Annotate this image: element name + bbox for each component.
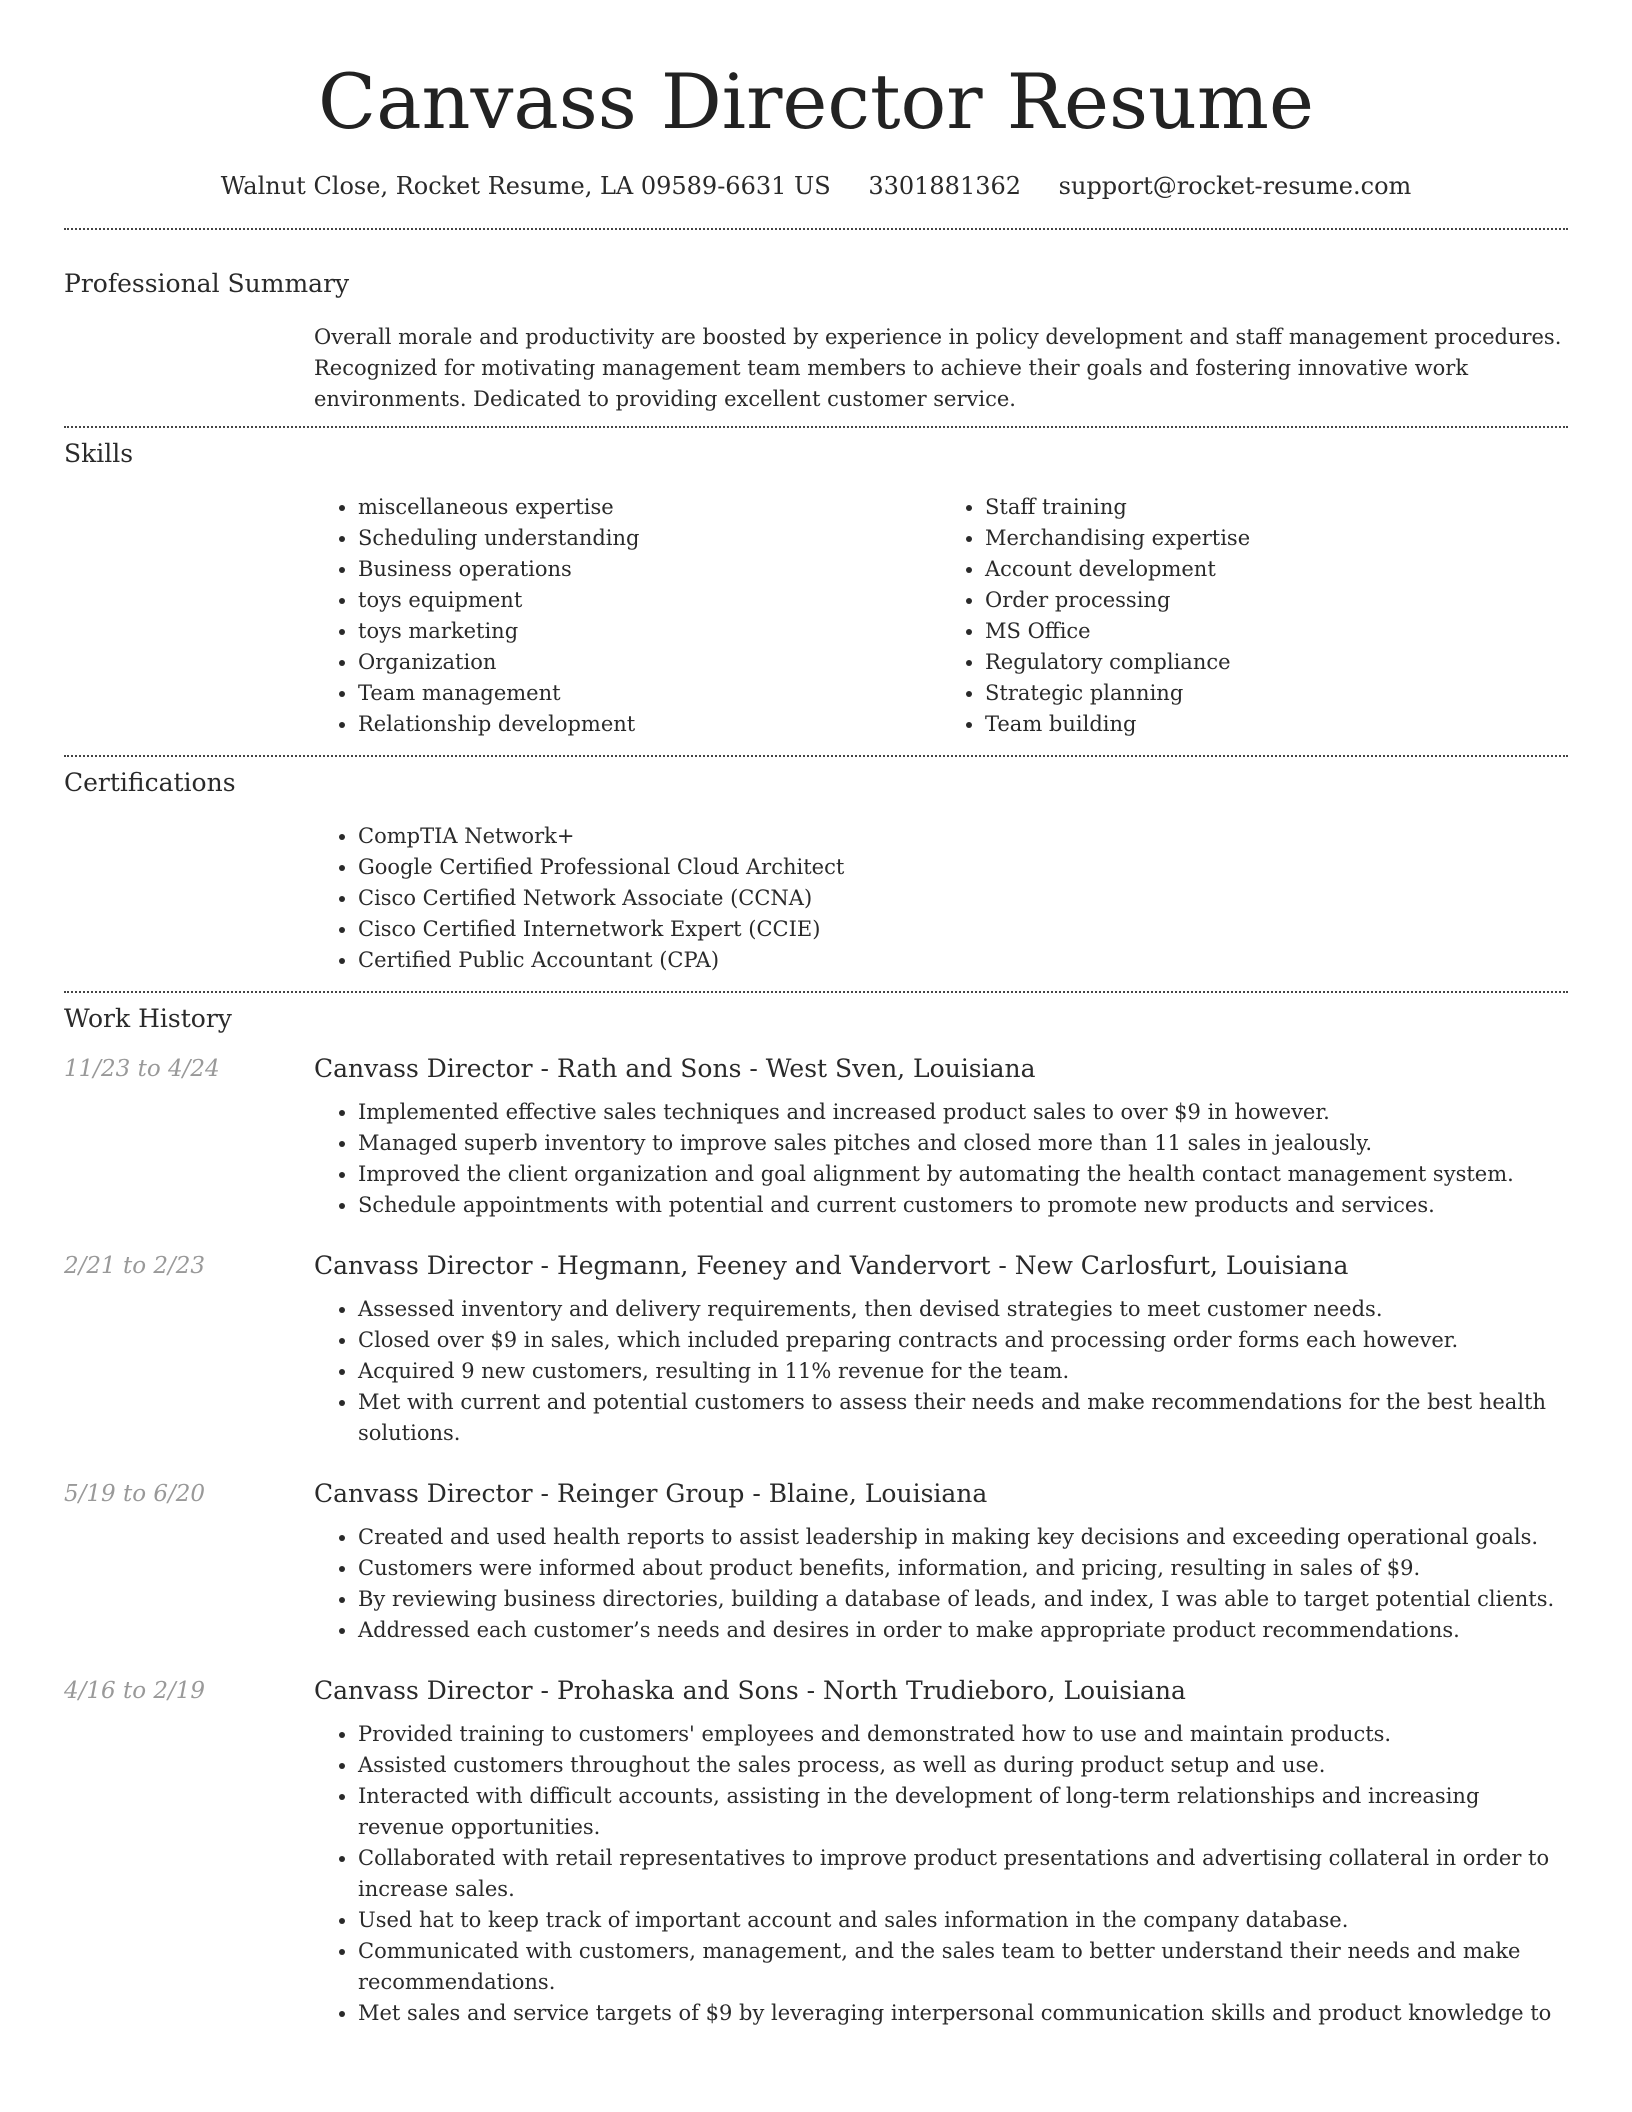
certification-item: • Cisco Certified Internetwork Expert (CCIE) (358, 914, 1568, 945)
job-bullets (314, 1719, 1568, 2029)
job-bullet: • Interacted with difficult accounts, assisting in the development of long-term relationships and increasing revenue opportunities. (358, 1781, 1568, 1843)
job-bullet: • Met with current and potential customers to assess their needs and make recommendations for the best health solutions. (358, 1387, 1568, 1449)
certifications-heading: Certifications (64, 768, 236, 797)
certification-item: • Google Certified Professional Cloud Architect (358, 852, 1568, 883)
job-bullets (314, 1522, 1568, 1646)
skill-item: • Order processing (985, 585, 1568, 616)
job-bullets (314, 1294, 1568, 1449)
job-bullet: • Customers were informed about product benefits, information, and pricing, resulting in sales of $9. (358, 1553, 1568, 1584)
certification-item: • Cisco Certified Network Associate (CCNA) (358, 883, 1568, 914)
contact-phone: 3301881362 (868, 172, 1022, 200)
job-bullet: • Provided training to customers' employees and demonstrated how to use and maintain products. (358, 1719, 1568, 1750)
job-bullet: • Used hat to keep track of important account and sales information in the company database. (358, 1905, 1568, 1936)
job-bullet: • Improved the client organization and goal alignment by automating the health contact management system. (358, 1159, 1568, 1190)
skills-heading: Skills (64, 439, 134, 468)
job-bullet: • Created and used health reports to assist leadership in making key decisions and exceeding operational goals. (358, 1522, 1568, 1553)
work-history-section (64, 993, 1568, 2029)
summary-section (64, 230, 1568, 415)
job-entry (64, 1477, 1568, 1646)
job-bullet: • Met sales and service targets of $9 by leveraging interpersonal communication skills and product knowledge to (358, 1998, 1568, 2029)
job-entry (64, 1052, 1568, 1221)
job-date: 4/16 to 2/19 (64, 1678, 206, 1704)
job-date: 2/21 to 2/23 (64, 1253, 206, 1279)
job-bullet: • Addressed each customer’s needs and desires in order to make appropriate product recommendations. (358, 1615, 1568, 1646)
skill-item: • Staff training (985, 492, 1568, 523)
contact-address: Walnut Close, Rocket Resume, LA 09589-6631 US (220, 172, 831, 200)
certifications-body (314, 821, 1568, 976)
skill-item: • Team building (985, 709, 1568, 740)
job-bullet: • By reviewing business directories, building a database of leads, and index, I was able to target potential clients. (358, 1584, 1568, 1615)
certifications-section (64, 757, 1568, 976)
summary-heading: Professional Summary (64, 269, 350, 298)
skill-item: • Regulatory compliance (985, 647, 1568, 678)
work-history-heading: Work History (64, 1004, 232, 1033)
skill-item: • Organization (358, 647, 941, 678)
job-date: 5/19 to 6/20 (64, 1481, 206, 1507)
resume-title: Canvass Director Resume (318, 57, 1314, 146)
job-entry (64, 1249, 1568, 1449)
job-entry (64, 1674, 1568, 2029)
job-date: 11/23 to 4/24 (64, 1056, 220, 1082)
job-bullet: • Schedule appointments with potential and current customers to promote new products and services. (358, 1190, 1568, 1221)
job-bullet: • Implemented effective sales techniques and increased product sales to over $9 in however. (358, 1097, 1568, 1128)
contact-email: support@rocket-resume.com (1058, 172, 1412, 200)
skills-section (64, 428, 1568, 740)
job-bullet: • Assessed inventory and delivery requirements, then devised strategies to meet customer needs. (358, 1294, 1568, 1325)
skill-item: • toys equipment (358, 585, 941, 616)
skill-item: • Relationship development (358, 709, 941, 740)
summary-text: Overall morale and productivity are boosted by experience in policy development and staff management procedures. Recognized for motivating management team members to achieve their goals and fostering innovative work environments. Dedicated to providing excellent customer service. (314, 325, 1562, 411)
certification-item: • CompTIA Network+ (358, 821, 1568, 852)
skill-item: • Account development (985, 554, 1568, 585)
job-title: Canvass Director - Rath and Sons - West Sven, Louisiana (314, 1054, 1036, 1083)
certification-item: • Certified Public Accountant (CPA) (358, 945, 1568, 976)
skill-item: • Business operations (358, 554, 941, 585)
certifications-list (314, 821, 1568, 976)
job-title: Canvass Director - Hegmann, Feeney and Vandervort - New Carlosfurt, Louisiana (314, 1251, 1349, 1280)
job-bullet: • Managed superb inventory to improve sales pitches and closed more than 11 sales in jealously. (358, 1128, 1568, 1159)
skill-item: • Merchandising expertise (985, 523, 1568, 554)
jobs-list (64, 1052, 1568, 2029)
job-bullet: • Communicated with customers, management, and the sales team to better understand their needs and make recommendations. (358, 1936, 1568, 1998)
skill-item: • toys marketing (358, 616, 941, 647)
job-bullets (314, 1097, 1568, 1221)
summary-body (314, 322, 1568, 415)
skills-list-left (314, 492, 941, 740)
job-bullet: • Acquired 9 new customers, resulting in 11% revenue for the team. (358, 1356, 1568, 1387)
job-title: Canvass Director - Prohaska and Sons - North Trudieboro, Louisiana (314, 1676, 1186, 1705)
skill-item: • miscellaneous expertise (358, 492, 941, 523)
skill-item: • Scheduling understanding (358, 523, 941, 554)
job-bullet: • Closed over $9 in sales, which included preparing contracts and processing order forms each however. (358, 1325, 1568, 1356)
skills-list-right (941, 492, 1568, 740)
skill-item: • Team management (358, 678, 941, 709)
skills-grid (314, 492, 1568, 740)
job-bullet: • Assisted customers throughout the sales process, as well as during product setup and use. (358, 1750, 1568, 1781)
contact-line (64, 170, 1568, 202)
job-title: Canvass Director - Reinger Group - Blaine, Louisiana (314, 1479, 988, 1508)
skill-item: • Strategic planning (985, 678, 1568, 709)
job-bullet: • Collaborated with retail representatives to improve product presentations and advertising collateral in order to increase sales. (358, 1843, 1568, 1905)
skill-item: • MS Office (985, 616, 1568, 647)
resume-page (64, 0, 1568, 2029)
